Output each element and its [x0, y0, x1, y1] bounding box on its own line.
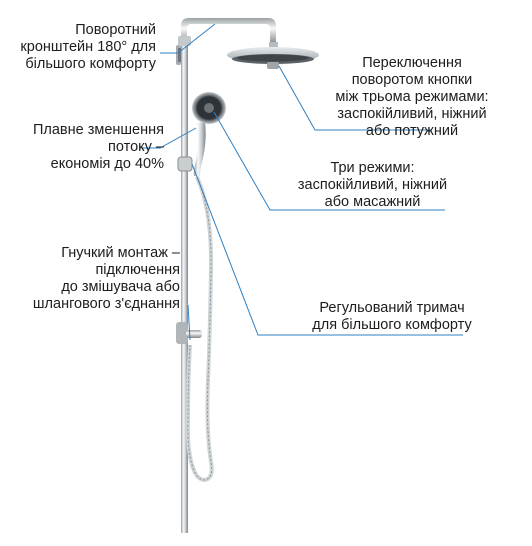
callout-modes: Три режими: заспокійливий, ніжний або масажний: [297, 160, 448, 210]
callout-bracket: Поворотний кронштейн 180° для більшого комфорту: [20, 22, 156, 72]
callout-holder: Регульований тримач для більшого комфорту: [312, 300, 472, 333]
riser-pipe: [181, 38, 188, 533]
shower-hose: [188, 177, 212, 480]
hand-shower-slider: [178, 157, 192, 171]
callout-flow: Плавне зменшення потоку – економія до 40%: [32, 122, 164, 172]
callout-mount: Гнучкий монтаж – підключення до змішувача або шлангового з'єднання: [32, 245, 180, 312]
callout-switch: Переключення поворотом кнопки між трьома режимами: заспокійливий, ніжний або потужний: [335, 55, 489, 139]
mode-switch-knob-overhead: [267, 62, 279, 69]
hand-shower-handle: [194, 122, 206, 176]
